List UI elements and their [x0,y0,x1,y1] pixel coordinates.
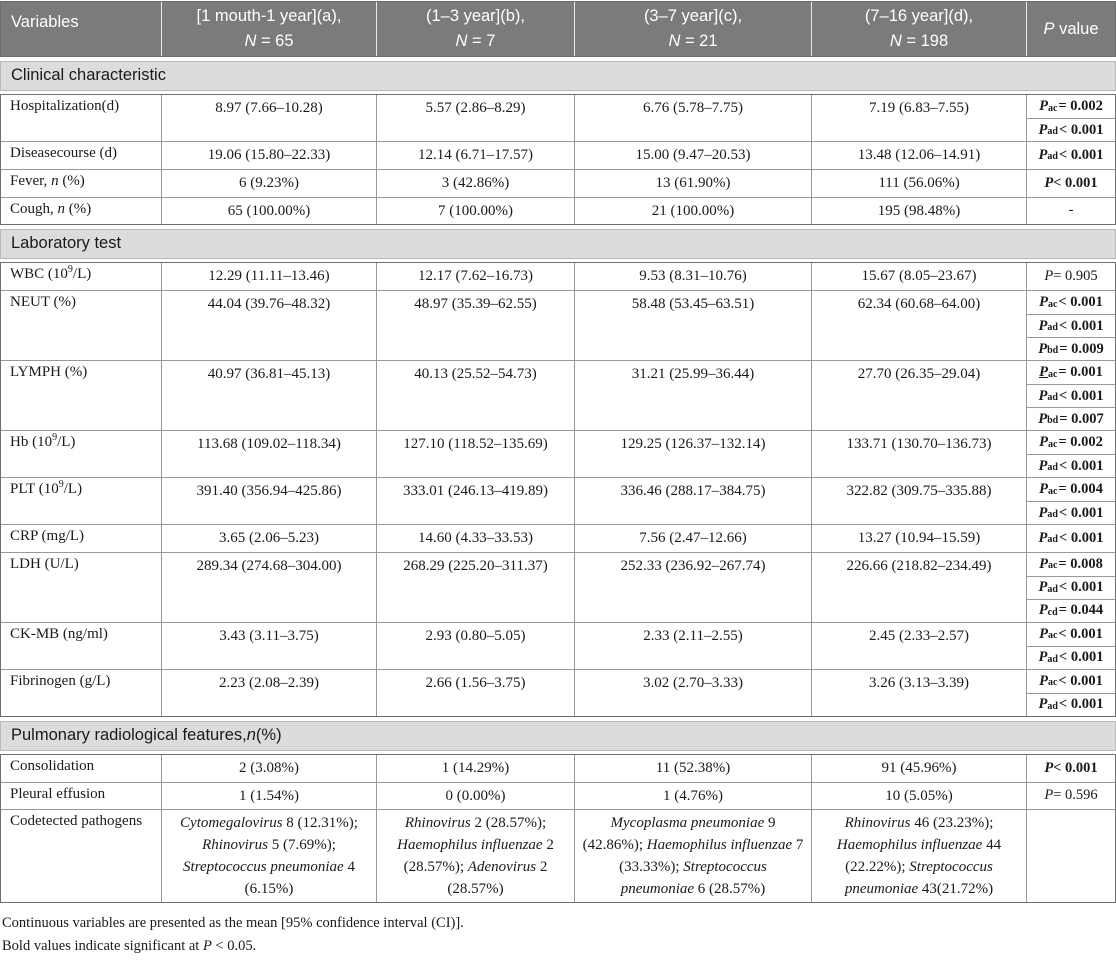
table-header-row [0,1,1116,57]
table-row [1,755,1115,782]
table-row [1,552,1115,622]
value-cell: 62.34 (60.68–64.00) [811,291,1026,360]
value-cell: 6 (9.23%) [161,170,376,197]
column-header-group-b: (1–3 year](b), N = 7 [376,2,574,56]
section-rows [0,754,1116,904]
value-cell: 113.68 (109.02–118.34) [161,431,376,477]
value-cell: 252.33 (236.92–267.74) [574,553,811,622]
table-footnotes [2,912,1116,957]
value-cell: 48.97 (35.39–62.55) [376,291,574,360]
value-cell: 336.46 (288.17–384.75) [574,478,811,524]
table-row [1,141,1115,169]
variable-label: LDH (U/L) [10,555,79,572]
variable-label: WBC $(10^9/L)$ [10,264,92,283]
value-cell: 5.57 (2.86–8.29) [376,95,574,141]
variable-label: Diseasecourse (d) [10,145,118,161]
section-rows [0,94,1116,225]
value-cell: 12.29 (11.11–13.46) [161,263,376,290]
p-value: P $_{ac}$ < 0.001 [1039,294,1103,310]
value-cell: 3.02 (2.70–3.33) [574,670,811,716]
p-value: P < 0.001 [1044,759,1098,776]
p-value: P $_{ac}$ = 0.008 [1039,555,1103,572]
p-value-cell [1026,478,1115,524]
p-value-cell [1026,291,1115,360]
p-value-cell [1026,142,1115,169]
p-value-cell [1026,810,1115,902]
value-cell: 289.34 (274.68–304.00) [161,553,376,622]
p-value-cell [1026,623,1115,669]
value-cell: 2 (3.08%) [161,755,376,782]
p-value-cell [1026,670,1115,716]
section-header: Laboratory test [0,229,1116,259]
value-cell: 11 (52.38%) [574,755,811,782]
value-cell: 15.00 (9.47–20.53) [574,142,811,169]
value-cell: Mycoplasma pneumoniae 9 (42.86%); Haemophilus influenzae 7 (33.33%); Streptococcus pneumoniae 6 (28.57%) [574,810,811,902]
table-row [1,524,1115,552]
table-row [1,622,1115,669]
value-cell: 2.23 (2.08–2.39) [161,670,376,716]
value-cell: 14.60 (4.33–33.53) [376,525,574,552]
p-value: P $_{ad}$ < 0.001 [1027,646,1115,669]
p-value: P $_{bd}$ = 0.009 [1027,337,1115,360]
value-cell: 3 (42.86%) [376,170,574,197]
p-value-cell [1026,198,1115,225]
variable-label: Cough, n (%) [10,200,92,217]
variable-label: PLT $(10^9/L)$ [10,479,83,497]
p-value: P $_{ac}$ = 0.002 [1039,98,1103,114]
value-cell: 40.97 (36.81–45.13) [161,361,376,430]
column-header-p-value: P value [1026,2,1115,56]
p-value: - [1068,202,1074,219]
value-cell: 91 (45.96%) [811,755,1026,782]
p-value-cell [1026,553,1115,622]
table-row [1,430,1115,477]
column-header-group-a: [1 mouth-1 year](a), N = 65 [161,2,376,56]
value-cell: Rhinovirus 2 (28.57%); Haemophilus influenzae 2 (28.57%); Adenovirus 2 (28.57%) [376,810,574,902]
value-cell: 19.06 (15.80–22.33) [161,142,376,169]
table-row [1,360,1115,430]
value-cell: 3.26 (3.13–3.39) [811,670,1026,716]
value-cell: 2.33 (2.11–2.55) [574,623,811,669]
p-value-cell [1026,525,1115,552]
value-cell: 7.56 (2.47–12.66) [574,525,811,552]
section-header: Clinical characteristic [0,61,1116,91]
p-value-cell [1026,431,1115,477]
column-header-variables: Variables [11,13,79,31]
table-row [1,197,1115,225]
table-row [1,809,1115,902]
table-row [1,477,1115,524]
p-value: P $_{ad}$ < 0.001 [1027,454,1115,477]
table-row [1,290,1115,360]
section-header: Pulmonary radiological features, n (%) [0,721,1116,751]
value-cell: 44.04 (39.76–48.32) [161,291,376,360]
value-cell: 15.67 (8.05–23.67) [811,263,1026,290]
value-cell: 40.13 (25.52–54.73) [376,361,574,430]
p-value: P $_{ac}$ < 0.001 [1039,625,1103,642]
variable-label: Pleural effusion [10,785,106,802]
p-value: P $_{ad}$ < 0.001 [1027,314,1115,337]
value-cell: 12.14 (6.71–17.57) [376,142,574,169]
value-cell: 127.10 (118.52–135.69) [376,431,574,477]
value-cell: 133.71 (130.70–136.73) [811,431,1026,477]
column-header-group-c: (3–7 year](c), N = 21 [574,2,811,56]
value-cell: 13.27 (10.94–15.59) [811,525,1026,552]
table-row [1,169,1115,197]
value-cell: 1 (1.54%) [161,783,376,810]
value-cell: 0 (0.00%) [376,783,574,810]
p-value: P = 0.905 [1044,268,1098,285]
value-cell: 58.48 (53.45–63.51) [574,291,811,360]
p-value-cell [1026,170,1115,197]
p-value-cell [1026,755,1115,782]
section-rows [0,262,1116,717]
value-cell: 65 (100.00%) [161,198,376,225]
footnote-continuous-variables: Continuous variables are presented as the mean [95% confidence interval (CI)]. [2,915,464,932]
value-cell: 13.48 (12.06–14.91) [811,142,1026,169]
value-cell: 391.40 (356.94–425.86) [161,478,376,524]
value-cell: 10 (5.05%) [811,783,1026,810]
table-row [1,782,1115,810]
variable-label: Fever, n (%) [10,172,85,189]
value-cell: 1 (4.76%) [574,783,811,810]
value-cell: 322.82 (309.75–335.88) [811,478,1026,524]
p-value: P $_{ac}$ = 0.004 [1039,481,1103,497]
variable-label: Codetected pathogens [10,813,143,830]
value-cell: 3.43 (3.11–3.75) [161,623,376,669]
variable-label: CK-MB (ng/ml) [10,625,108,642]
p-value: P $_{cd}$ = 0.044 [1027,599,1115,622]
value-cell: 7 (100.00%) [376,198,574,225]
variable-label: Fibrinogen (g/L) [10,672,111,689]
value-cell: 27.70 (26.35–29.04) [811,361,1026,430]
value-cell: 6.76 (5.78–7.75) [574,95,811,141]
p-value: P $_{ac}$ = 0.001 [1039,364,1103,380]
p-value: P $_{ac}$ < 0.001 [1039,672,1103,689]
p-value: P $_{ad}$ < 0.001 [1027,501,1115,524]
variable-label: Consolidation [10,757,95,774]
variable-label: CRP (mg/L) [10,528,85,544]
value-cell: 8.97 (7.66–10.28) [161,95,376,141]
value-cell: 7.19 (6.83–7.55) [811,95,1026,141]
value-cell: 268.29 (225.20–311.37) [376,553,574,622]
data-table [0,1,1116,903]
value-cell: 1 (14.29%) [376,755,574,782]
p-value-cell [1026,783,1115,810]
p-value-cell [1026,361,1115,430]
value-cell: Rhinovirus 46 (23.23%); Haemophilus influenzae 44 (22.22%); Streptococcus pneumoniae 43(21.72%) [811,810,1026,902]
table-row [1,669,1115,716]
value-cell: 226.66 (218.82–234.49) [811,553,1026,622]
table-row [1,263,1115,290]
value-cell: 31.21 (25.99–36.44) [574,361,811,430]
p-value-cell [1026,263,1115,290]
value-cell: 12.17 (7.62–16.73) [376,263,574,290]
p-value: P $_{ad}$ < 0.001 [1027,693,1115,716]
p-value: P $_{ad}$ < 0.001 [1038,529,1104,546]
value-cell: 129.25 (126.37–132.14) [574,431,811,477]
p-value: P $_{ad}$ < 0.001 [1038,146,1104,163]
p-value: P $_{ac}$ = 0.002 [1039,434,1103,450]
value-cell: Cytomegalovirus 8 (12.31%); Rhinovirus 5 (7.69%); Streptococcus pneumoniae 4 (6.15%) [161,810,376,902]
value-cell: 13 (61.90%) [574,170,811,197]
value-cell: 9.53 (8.31–10.76) [574,263,811,290]
table-body [0,61,1116,903]
variable-label: Hb $(10^9/L)$ [10,432,76,450]
value-cell: 195 (98.48%) [811,198,1026,225]
variable-label: Hospitalization(d) [10,98,120,114]
value-cell: 2.66 (1.56–3.75) [376,670,574,716]
variable-label: LYMPH (%) [10,364,88,380]
p-value: P $_{ad}$ < 0.001 [1027,118,1115,141]
p-value: P = 0.596 [1044,787,1098,804]
footnote-bold-values: Bold values indicate significant at P < 0.05. [2,937,257,954]
p-value-cell [1026,95,1115,141]
value-cell: 21 (100.00%) [574,198,811,225]
table-row [1,95,1115,141]
value-cell: 111 (56.06%) [811,170,1026,197]
p-value: P $_{ad}$ < 0.001 [1027,576,1115,599]
p-value: P < 0.001 [1044,174,1098,191]
p-value: P $_{bd}$ = 0.007 [1027,407,1115,430]
column-header-group-d: (7–16 year](d), N = 198 [811,2,1026,56]
p-value: P $_{ad}$ < 0.001 [1027,384,1115,407]
variable-label: NEUT (%) [10,294,76,310]
value-cell: 2.45 (2.33–2.57) [811,623,1026,669]
value-cell: 3.65 (2.06–5.23) [161,525,376,552]
value-cell: 333.01 (246.13–419.89) [376,478,574,524]
value-cell: 2.93 (0.80–5.05) [376,623,574,669]
